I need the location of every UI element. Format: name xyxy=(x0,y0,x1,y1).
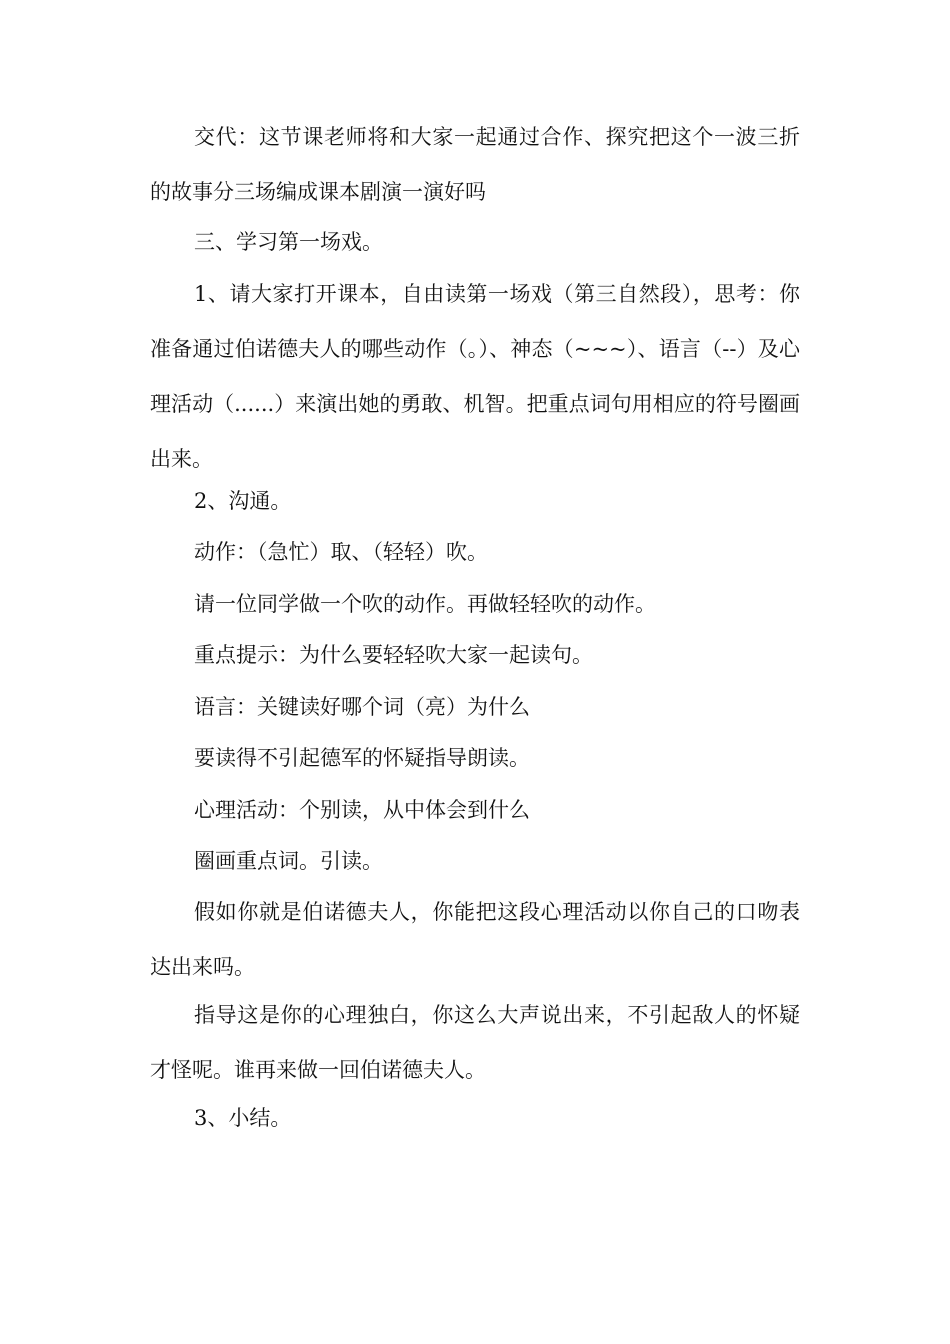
paragraph-psychology: 心理活动：个别读，从中体会到什么 xyxy=(194,798,530,822)
paragraph-monologue: 指导这是你的心理独白，你这么大声说出来，不引起敌人的怀疑才怪呢。谁再来做一回伯诺德夫人。 xyxy=(150,1003,800,1082)
paragraph-reading-guide: 要读得不引起德军的怀疑指导朗读。 xyxy=(194,746,530,770)
paragraph-step-2: 2、沟通。 xyxy=(194,489,292,513)
paragraph-demo: 请一位同学做一个吹的动作。再做轻轻吹的动作。 xyxy=(194,592,656,616)
paragraph-action: 动作：（急忙）取、（轻轻）吹。 xyxy=(194,540,488,564)
paragraph-summary: 3、小结。 xyxy=(194,1106,292,1130)
paragraph-step-1: 1、请大家打开课本，自由读第一场戏（第三自然段），思考：你准备通过伯诺德夫人的哪些动作（。）、神态（~~~）、语言（--）及心理活动（......）来演出她的勇敢、机智。把重点词句用相应的符号圈画出来。 xyxy=(150,282,800,471)
section-heading: 三、学习第一场戏。 xyxy=(194,230,383,254)
paragraph-intro: 交代：这节课老师将和大家一起通过合作、探究把这个一波三折的故事分三场编成课本剧演一演好吗 xyxy=(150,125,800,204)
paragraph-role-play: 假如你就是伯诺德夫人，你能把这段心理活动以你自己的口吻表达出来吗。 xyxy=(150,900,800,979)
paragraph-key-hint: 重点提示：为什么要轻轻吹大家一起读句。 xyxy=(194,643,593,667)
paragraph-language: 语言：关键读好哪个词（亮）为什么 xyxy=(194,695,530,719)
paragraph-circle-words: 圈画重点词。引读。 xyxy=(194,849,383,873)
